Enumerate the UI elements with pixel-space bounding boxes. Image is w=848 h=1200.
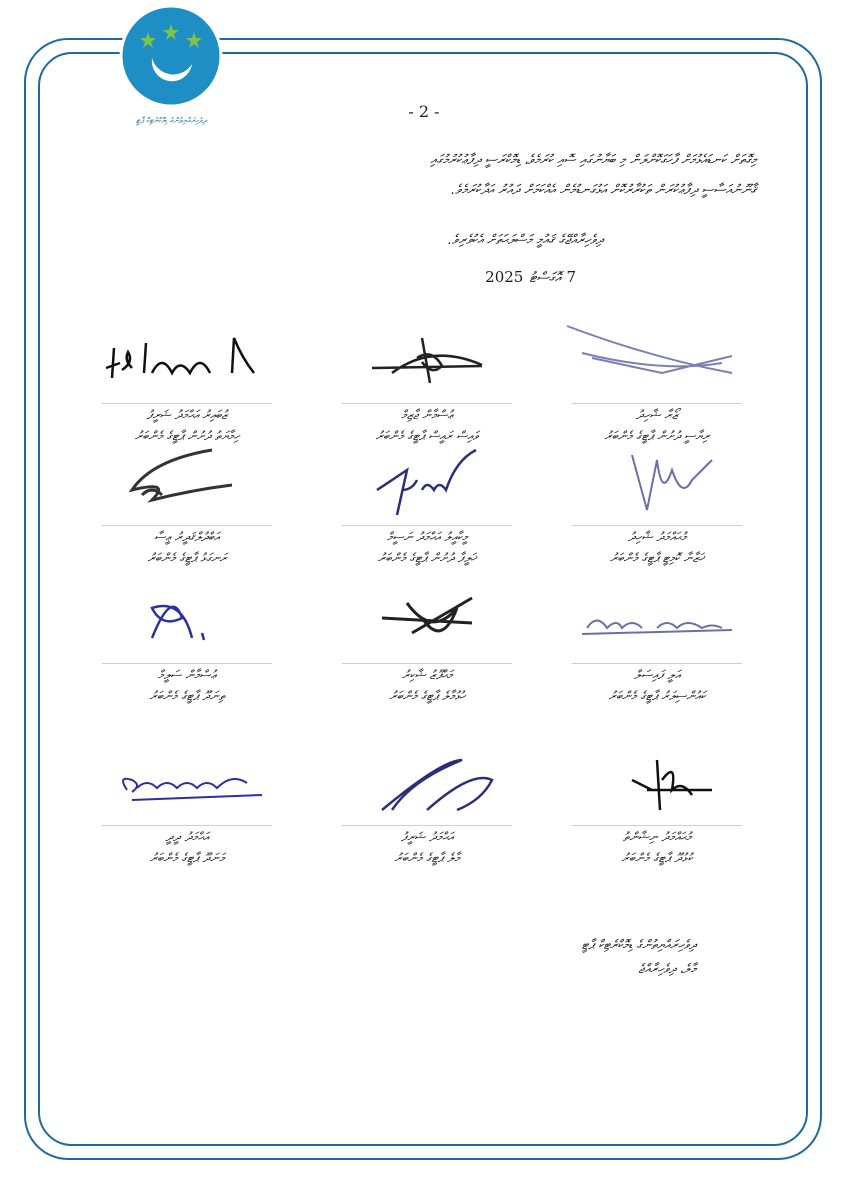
paragraph-line-2: ޤާނޫނުއަސާސީ ދިފާޢުކުރަން ތަކުރާރުކޮށް އަޅުގަނޑުމެން އެއްކަމަށް ދައުރު އަދާކުރަމެވެ. bbox=[450, 182, 756, 198]
signature bbox=[562, 578, 752, 663]
paragraph-line-1: މިގޮތަށް ކަނޑައެޅުމަށް ފާހަގަކޮށްލަން މި ބަޔާނުގައި ސޮއި ކުރަމެވެ، ޑިމޮކްރަސީ ދިފާޢުކުރުމުގައި bbox=[430, 152, 756, 168]
date-day: 7 bbox=[566, 268, 576, 286]
signature bbox=[332, 318, 522, 403]
signature-block bbox=[332, 578, 522, 706]
date-year: 2025 bbox=[485, 268, 524, 286]
signature-block bbox=[562, 740, 752, 868]
signatory-name: ޢުސްމާން ސަލީމް bbox=[158, 667, 216, 682]
signature bbox=[92, 740, 282, 825]
logo-caption: ދިވެހިރައްޔިތުންގެ ޑިމޮކްރެޓިކް ޕާޓީ bbox=[135, 116, 207, 125]
signatory-role: ރަނގަޅު ޕާޓީގެ މެންބަރު bbox=[147, 550, 227, 565]
signature bbox=[92, 318, 282, 403]
signature bbox=[332, 578, 522, 663]
signatory-role: މާލެ ޕާޓީގެ މެންބަރު bbox=[394, 850, 460, 865]
footer-address: މާލެ، ދިވެހިރާއްޖެ bbox=[638, 962, 696, 977]
signatory-name: މަޙްފޫޒު ޝާކިރު bbox=[401, 667, 453, 682]
signatory-name: އަޙްމަދު ޝަރީފު bbox=[400, 829, 454, 844]
signature-block bbox=[92, 740, 282, 868]
signature-block bbox=[562, 318, 752, 446]
signature bbox=[92, 440, 282, 525]
signatory-name: މުޙައްމަދު ނިޝާންތު bbox=[623, 829, 691, 844]
signature-block bbox=[332, 740, 522, 868]
signatory-role: ކައުންސިލަރު ޕާޓީގެ މެންބަރު bbox=[608, 688, 706, 703]
signatory-role: ހިމާޔަތު ދުށުން ޕާޓީގެ މެންބަރު bbox=[134, 428, 240, 443]
signatory-name: އަބްދުލްޤަދީރު ޢީސާ bbox=[154, 529, 220, 544]
party-logo bbox=[118, 0, 224, 124]
signatory-name: ޢުސްމާން ޖާޒިމް bbox=[401, 407, 453, 422]
signatory-role: ތިނަދޫ ޕާޓީގެ މެންބަރު bbox=[149, 688, 225, 703]
signatory-role: ކުޅުދޫ ޕާޓީގެ މެންބަރު bbox=[621, 850, 693, 865]
signature-block bbox=[92, 578, 282, 706]
signature-block bbox=[92, 440, 282, 568]
signatory-role: ޚަޒާނާ ކޮމިޓީ ޕާޓީގެ މެންބަރު bbox=[609, 550, 705, 565]
signature bbox=[332, 740, 522, 825]
signatory-role: ހުޅުމާލެ ޕާޓީގެ މެންބަރު bbox=[389, 688, 465, 703]
signature-block bbox=[562, 440, 752, 568]
page-number: - 2 - bbox=[408, 102, 440, 121]
signatory-name: މީކާއީލު އަޙްމަދު ނަސީމް bbox=[387, 529, 467, 544]
signature bbox=[332, 440, 522, 525]
closing-line: ދިވެހިރާއްޖޭގެ ޤައުމީ މަސްލަޙަތަށް އެކުވެރިވެ. bbox=[447, 232, 603, 248]
signature bbox=[562, 740, 752, 825]
date-month: އޮގަސްޓު bbox=[529, 270, 561, 286]
signature bbox=[562, 318, 752, 403]
signature-block bbox=[332, 440, 522, 568]
signatory-name: އަޙްމަދު ދީދީ bbox=[165, 829, 209, 844]
signatory-role: ރިޔާސީ ދުށުން ޕާޓީގެ މެންބަރު bbox=[604, 428, 710, 443]
signatory-role: ޚަލީފާ ދުށުން ޕާޓީގެ މެންބަރު bbox=[377, 550, 477, 565]
footer-organization: ދިވެހިރައްޔިތުންގެ ޑިމޮކްރެޓިކް ޕާޓީ bbox=[581, 938, 696, 953]
signatory-name: މުޙައްމަދު ޝާހިދު bbox=[628, 529, 686, 544]
signature-block bbox=[332, 318, 522, 446]
signature-block bbox=[92, 318, 282, 446]
signature bbox=[92, 578, 282, 663]
date-line bbox=[485, 268, 576, 286]
signatory-role: ވައިސް ރައީސް ޕާޓީގެ މެންބަރު bbox=[375, 428, 479, 443]
signatory-name: އަލީ ފައިސަލް bbox=[633, 667, 681, 682]
signatory-name: ޒޯރާ ޝާހިދު bbox=[635, 407, 679, 422]
signature bbox=[562, 440, 752, 525]
signatory-role: މަނަދޫ ޕާޓީގެ މެންބަރު bbox=[149, 850, 225, 865]
signatory-name: ޒުބައިރު އަޙްމަދު ޝަރީފު bbox=[146, 407, 228, 422]
signature-block bbox=[562, 578, 752, 706]
